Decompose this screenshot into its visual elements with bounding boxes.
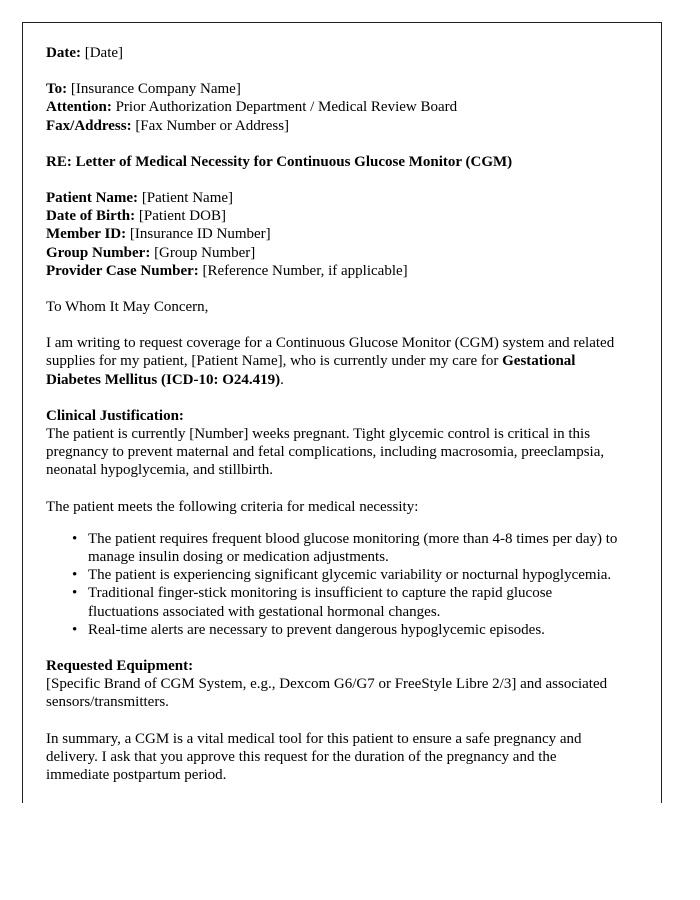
clinical-justification-heading: Clinical Justification: [46,407,184,424]
attention-label: Attention: [46,99,112,116]
diagnosis-text: Gestational Diabetes Mellitus (ICD-10: O24.419) [46,353,576,388]
patient-name-label: Patient Name: [46,190,139,207]
criteria-intro: The patient meets the following criteria for medical necessity: [46,498,419,515]
document-content [46,44,624,784]
provider-case-number-label: Provider Case Number: [46,262,199,279]
group-number-value: [Group Number] [154,244,256,261]
spacer-after-clinical-justification [46,480,624,498]
patient-info-row [46,262,624,280]
criteria-list [46,530,624,639]
list-item: • The patient requires frequent blood glucose monitoring (more than 4-8 times per day) to manage insulin dosing or medication adjustments. [88,530,618,566]
patient-info-row [46,244,624,262]
list-item: • Traditional finger-stick monitoring is insufficient to capture the rapid glucose fluctuations associated with gestational hormonal changes. [88,584,618,620]
fax-address-value: [Fax Number or Address] [135,117,290,134]
patient-info-row [46,225,624,243]
spacer-after-date [46,62,624,80]
date-label: Date: [46,45,81,61]
fax-address-line [46,117,624,135]
spacer-after-patient-info [46,280,624,298]
spacer-after-criteria-list [46,639,624,657]
intro-text-before-diagnosis: I am writing to request coverage for a Continuous Glucose Monitor (CGM) system and related supplies for my patient, [Patient Name], who is currently under my care for [46,335,615,370]
subject-line: RE: Letter of Medical Necessity for Continuous Glucose Monitor (CGM) [46,153,513,170]
date-of-birth-value: [Patient DOB] [138,208,226,225]
spacer-after-recipient [46,135,624,153]
patient-info-row [46,189,624,207]
patient-name-value: [Patient Name] [141,190,234,207]
intro-paragraph [46,334,620,389]
fax-address-label: Fax/Address: [46,117,132,134]
salutation: To Whom It May Concern, [46,299,209,316]
member-id-value: [Insurance ID Number] [129,226,271,243]
list-item: • The patient is experiencing significant glycemic variability or nocturnal hypoglycemia. [88,566,618,584]
requested-equipment-heading: Requested Equipment: [46,658,194,675]
spacer-after-requested-equipment [46,712,624,730]
recipient-line [46,80,624,98]
list-item: • Real-time alerts are necessary to prevent dangerous hypoglycemic episodes. [88,621,618,639]
date-line [46,44,624,62]
intro-text-after-diagnosis: . [280,371,284,388]
date-value: [Date] [84,45,124,61]
provider-case-number-value: [Reference Number, if applicable] [202,262,408,279]
date-of-birth-label: Date of Birth: [46,208,136,225]
group-number-label: Group Number: [46,244,151,261]
summary-paragraph: In summary, a CGM is a vital medical tool for this patient to ensure a safe pregnancy and delivery. I ask that you approve this request for the duration of the pregnancy and the immediate postpartum period. [46,730,582,784]
spacer-after-intro [46,389,624,407]
clinical-justification-paragraph: The patient is currently [Number] weeks pregnant. Tight glycemic control is critical in this pregnancy to prevent maternal and fetal complications, including macrosomia, preeclampsia, neonatal hypoglycemia, and stillbirth. [46,426,605,479]
attention-value: Prior Authorization Department / Medical Review Board [115,99,458,116]
to-label: To: [46,81,68,98]
member-id-label: Member ID: [46,226,127,243]
spacer-before-criteria-list [46,516,624,530]
attention-line [46,98,624,116]
patient-info-row [46,207,624,225]
requested-equipment-paragraph: [Specific Brand of CGM System, e.g., Dexcom G6/G7 or FreeStyle Libre 2/3] and associated sensors/transmitters. [46,676,608,711]
spacer-after-salutation [46,316,624,334]
to-value: [Insurance Company Name] [70,81,241,98]
spacer-after-subject [46,171,624,189]
